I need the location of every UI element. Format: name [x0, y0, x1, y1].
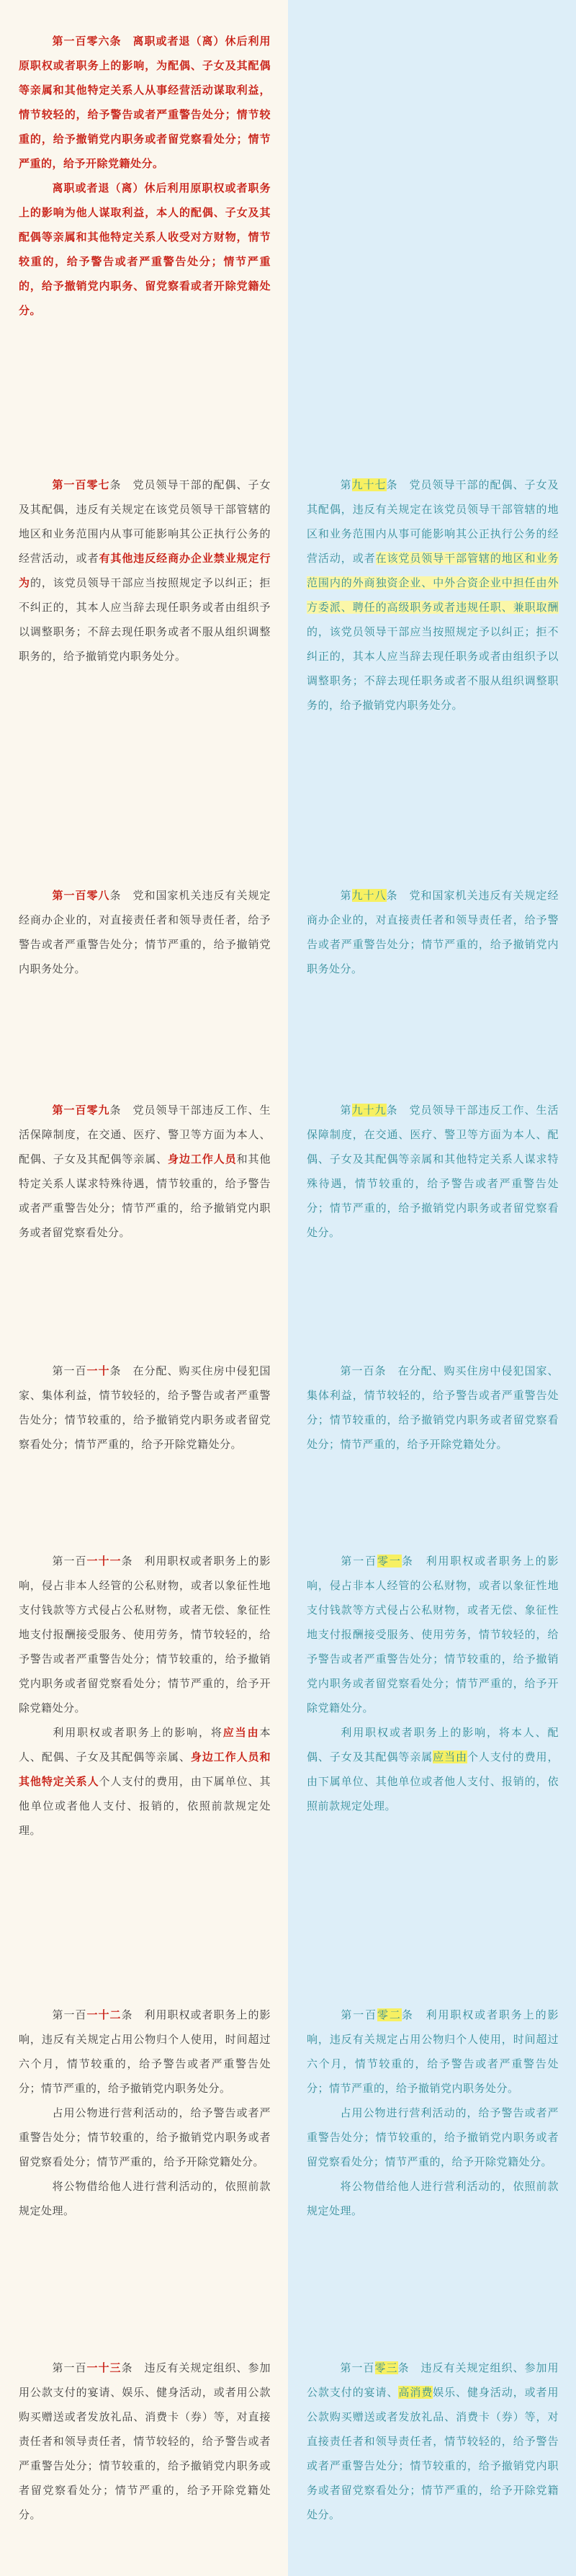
article-112-text1: 条 利用职权或者职务上的影响，违反有关规定占用公物归个人使用，时间超过六个月，情节较重的，给予警告或者严重警告处分；情节严重的，给予撤销党内职务处分。 — [19, 2008, 271, 2095]
article-110-p1 — [19, 1359, 271, 1457]
article-107-text1: 条 党员领导干部的配偶、子女及其配偶，违反有关规定在该党员领导干部管辖的地区和业务范围内从事可能影响其公正执行公务的经营活动，或者 — [19, 478, 271, 565]
article-102 — [307, 2003, 559, 2223]
article-111-p2 — [19, 1720, 271, 1843]
article-97-prefix: 第 — [340, 478, 352, 491]
article-111-prefix: 第一百 — [52, 1555, 87, 1567]
article-112-text3: 将公物借给他人进行营利活动的，依照前款规定处理。 — [19, 2180, 271, 2217]
article-106 — [19, 29, 271, 323]
article-97-text2: 的，该党员领导干部应当按照规定予以纠正；拒不纠正的，其本人应当辞去现任职务或者由组织予以调整职务；不辞去现任职务或者不服从组织调整职务的，给予撤销党内职务处分。 — [307, 625, 559, 712]
article-112-number: 一十二 — [86, 2008, 122, 2021]
article-103-prefix: 第一百 — [340, 2361, 375, 2374]
article-101-p2 — [307, 1720, 559, 1818]
article-97-p1 — [307, 473, 559, 717]
article-113-text1: 条 违反有关规定组织、参加用公款支付的宴请、娱乐、健身活动，或者用公款购买赠送或者发放礼品、消费卡（券）等，对直接责任者和领导责任者，情节较轻的，给予警告或者严重警告处分；情节较重的，给予撤销党内职务或者留党察看处分；情节严重的，给予开除党籍处分。 — [19, 2361, 271, 2521]
article-100-p1 — [307, 1359, 559, 1457]
article-102-text1: 条 利用职权或者职务上的影响，违反有关规定占用公物归个人使用，时间超过六个月，情节较重的，给予警告或者严重警告处分；情节严重的，给予撤销党内职务处分。 — [307, 2008, 559, 2095]
article-100-text1: 第一百条 在分配、购买住房中侵犯国家、集体利益，情节较轻的，给予警告或者严重警告处分；情节较重的，给予撤销党内职务或者留党察看处分；情节严重的，给予开除党籍处分。 — [307, 1364, 559, 1451]
article-111-number: 一十一 — [86, 1555, 122, 1567]
article-98-text1: 条 党和国家机关违反有关规定经商办企业的，对直接责任者和领导责任者，给予警告或者严重警告处分；情节严重的，给予撤销党内职务处分。 — [307, 889, 559, 975]
article-101-p1 — [307, 1549, 559, 1720]
article-99 — [307, 1098, 559, 1245]
article-102-text2: 占用公物进行营利活动的，给予警告或者严重警告处分；情节较重的，给予撤销党内职务或者留党察看处分；情节严重的，给予开除党籍处分。 — [307, 2106, 559, 2168]
article-97-changed: 在该党员领导干部管辖的地区和业务范围内的外商独资企业、中外合资企业中担任由外方委派、聘任的高级职务或者违规任职、兼职取酬 — [307, 552, 559, 614]
article-112-p2 — [19, 2101, 271, 2174]
article-99-p1 — [307, 1098, 559, 1245]
article-111-text4: 个人支付的费用，由下属单位、其他单位或者他人支付、报销的，依照前款规定处理。 — [19, 1775, 271, 1837]
article-108-p1 — [19, 883, 271, 981]
article-107-number: 第一百零七 — [52, 478, 110, 491]
article-108 — [19, 883, 271, 981]
article-111-added1: 应当由 — [222, 1726, 260, 1739]
article-111-added2: 身边工作人员和其他特定关系人 — [19, 1750, 271, 1788]
article-103-number: 零三 — [374, 2361, 398, 2374]
article-106-text1: 第一百零六条 离职或者退（离）休后利用原职权或者职务上的影响，为配偶、子女及其配偶等亲属和其他特定关系人从事经营活动谋取利益，情节较轻的，给予警告或者严重警告处分；情节较重的，给予撤销党内职务或者留党察看处分；情节严重的，给予开除党籍处分。 — [19, 35, 271, 170]
article-102-number: 零二 — [377, 2008, 402, 2021]
article-108-number: 第一百零八 — [52, 889, 110, 902]
article-112 — [19, 2003, 271, 2223]
article-113-number: 一十三 — [86, 2361, 122, 2374]
article-110-number: 一十 — [86, 1364, 110, 1377]
article-101 — [307, 1549, 559, 1818]
article-110-prefix: 第一百 — [52, 1364, 87, 1377]
article-97 — [307, 473, 559, 717]
article-98-prefix: 第 — [340, 889, 352, 902]
article-103 — [307, 2356, 559, 2527]
article-101-text3: 个人支付的费用，由下属单位、其他单位或者他人支付、报销的，依照前款规定处理。 — [307, 1750, 559, 1812]
article-106-p2 — [19, 176, 271, 323]
article-98 — [307, 883, 559, 981]
article-101-number: 零一 — [377, 1555, 402, 1567]
article-99-prefix: 第 — [340, 1104, 352, 1117]
article-106-p1 — [19, 29, 271, 176]
article-109-added: 身边工作人员 — [168, 1153, 237, 1166]
article-101-prefix: 第一百 — [340, 1555, 378, 1567]
article-101-text2: 利用职权或者职务上的影响，将本人、配偶、子女及其配偶等亲属 — [307, 1726, 559, 1763]
article-97-text1: 条 党员领导干部的配偶、子女及其配偶，违反有关规定在该党员领导干部管辖的地区和业务范围内从事可能影响其公正执行公务的经营活动，或者 — [307, 478, 559, 565]
article-109 — [19, 1098, 271, 1245]
article-111 — [19, 1549, 271, 1843]
article-107-text2: 的，该党员领导干部应当按照规定予以纠正；拒不纠正的，其本人应当辞去现任职务或者由组织予以调整职务；不辞去现任职务或者不服从组织调整职务的，给予撤销党内职务处分。 — [19, 576, 271, 663]
article-111-p1 — [19, 1549, 271, 1720]
article-112-p1 — [19, 2003, 271, 2101]
article-103-text1: 条 违反有关规定组织、参加用公款支付的宴请、 — [307, 2361, 559, 2399]
article-111-text3: 本人、配偶、子女及其配偶等亲属、 — [19, 1726, 271, 1763]
article-99-text1: 条 党员领导干部违反工作、生活保障制度，在交通、医疗、警卫等方面为本人、配偶、子女及其配偶等亲属和其他特定关系人谋求特殊待遇，情节较重的，给予警告或者严重警告处分；情节严重的，给予撤销党内职务或者留党察看处分。 — [307, 1104, 559, 1239]
article-102-p3 — [307, 2174, 559, 2223]
article-102-p2 — [307, 2101, 559, 2174]
article-109-p1 — [19, 1098, 271, 1245]
article-98-p1 — [307, 883, 559, 981]
article-111-text2: 利用职权或者职务上的影响，将 — [52, 1726, 223, 1739]
article-112-text2: 占用公物进行营利活动的，给予警告或者严重警告处分；情节较重的，给予撤销党内职务或者留党察看处分；情节严重的，给予开除党籍处分。 — [19, 2106, 271, 2168]
article-98-number: 九十八 — [351, 889, 387, 902]
article-102-p1 — [307, 2003, 559, 2101]
article-101-text1: 条 利用职权或者职务上的影响，侵占非本人经管的公私财物，或者以象征性地支付钱款等方式侵占公私财物，或者无偿、象征性地支付报酬接受服务、使用劳务，情节较轻的，给予警告或者严重警告处分；情节较重的，给予撤销党内职务或者留党察看处分；情节严重的，给予开除党籍处分。 — [307, 1555, 559, 1714]
article-110 — [19, 1359, 271, 1457]
article-113-prefix: 第一百 — [52, 2361, 87, 2374]
article-103-changed: 高消费 — [398, 2386, 433, 2399]
article-109-text2: 和其他特定关系人谋求特殊待遇，情节较重的，给予警告或者严重警告处分；情节严重的，给予撤销党内职务或者留党察看处分。 — [19, 1153, 271, 1239]
article-112-p3 — [19, 2174, 271, 2223]
article-106-text2: 离职或者退（离）休后利用原职权或者职务上的影响为他人谋取利益，本人的配偶、子女及其配偶等亲属和其他特定关系人收受对方财物，情节较重的，给予警告或者严重警告处分；情节严重的，给予撤销党内职务、留党察看或者开除党籍处分。 — [19, 182, 271, 317]
article-103-p1 — [307, 2356, 559, 2527]
article-107-added: 有其他违反经商办企业禁业规定行为 — [19, 552, 271, 589]
article-109-text1: 条 党员领导干部违反工作、生活保障制度，在交通、医疗、警卫等方面为本人、配偶、子女及其配偶等亲属、 — [19, 1104, 271, 1166]
article-109-number: 第一百零九 — [52, 1104, 110, 1117]
article-110-text1: 条 在分配、购买住房中侵犯国家、集体利益，情节较轻的，给予警告或者严重警告处分；情节较重的，给予撤销党内职务或者留党察看处分；情节严重的，给予开除党籍处分。 — [19, 1364, 271, 1451]
article-101-changed: 应当由 — [433, 1750, 467, 1763]
article-102-text3: 将公物借给他人进行营利活动的，依照前款规定处理。 — [307, 2180, 559, 2217]
article-103-text2: 娱乐、健身活动，或者用公款购买赠送或者发放礼品、消费卡（券）等，对直接责任者和领导责任者，情节较轻的，给予警告或者严重警告处分；情节较重的，给予撤销党内职务或者留党察看处分；情节严重的，给予开除党籍处分。 — [307, 2386, 559, 2521]
article-107-p1 — [19, 473, 271, 668]
article-111-text1: 条 利用职权或者职务上的影响，侵占非本人经管的公私财物，或者以象征性地支付钱款等方式侵占公私财物，或者无偿、象征性地支付报酬接受服务、使用劳务，情节较轻的，给予警告或者严重警告处分；情节较重的，给予撤销党内职务或者留党察看处分；情节严重的，给予开除党籍处分。 — [19, 1555, 271, 1714]
article-99-number: 九十九 — [351, 1104, 387, 1117]
article-112-prefix: 第一百 — [52, 2008, 87, 2021]
article-113 — [19, 2356, 271, 2527]
article-97-number: 九十七 — [351, 478, 387, 491]
article-107 — [19, 473, 271, 668]
article-113-p1 — [19, 2356, 271, 2527]
article-102-prefix: 第一百 — [340, 2008, 378, 2021]
article-108-text1: 条 党和国家机关违反有关规定经商办企业的，对直接责任者和领导责任者，给予警告或者严重警告处分；情节严重的，给予撤销党内职务处分。 — [19, 889, 271, 975]
right-column — [288, 0, 576, 2576]
article-100 — [307, 1359, 559, 1457]
